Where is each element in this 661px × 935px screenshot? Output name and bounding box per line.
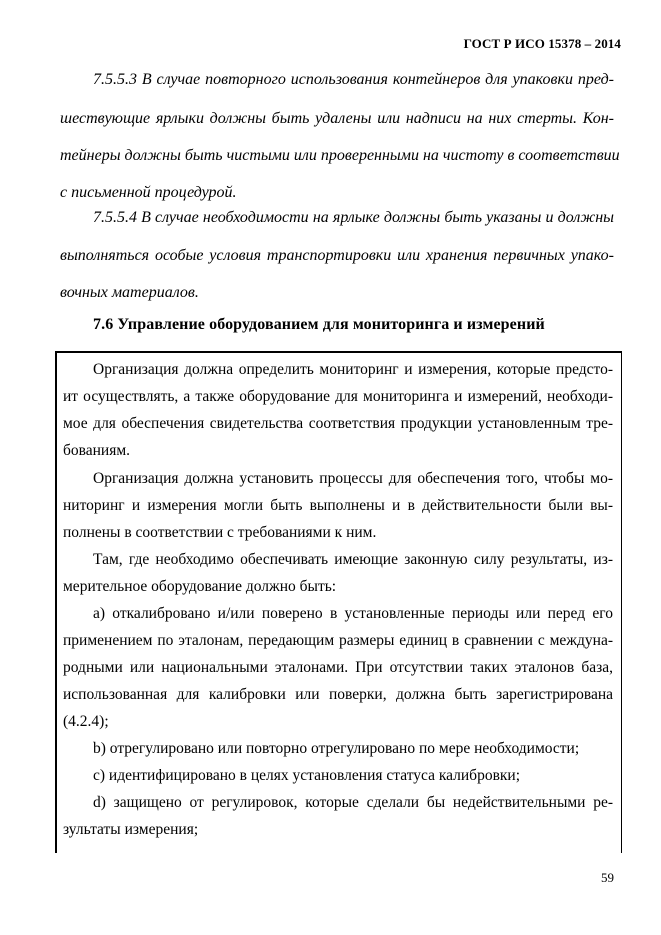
text-line: 7.5.5.4 В случае необходимости на ярлыке должны быть указаны и должны (93, 209, 614, 226)
text-line: шествующие ярлыки должны быть удалены или надписи на них стерты. Кон- (60, 110, 614, 127)
text-line: мое для обеспечения свидетельства соответствия продукции установленным тре- (63, 415, 613, 432)
text-line: мерительное оборудование должно быть: (63, 578, 337, 595)
standard-header: ГОСТ Р ИСО 15378 – 2014 (463, 36, 621, 51)
text-line: бованиям. (63, 442, 131, 459)
text-line: Там, где необходимо обеспечивать имеющие законную силу результаты, из- (93, 551, 613, 568)
text-line: b) отрегулировано или повторно отрегулировано по мере необходимости; (93, 740, 580, 757)
text-line: Организация должна определить мониторинг и измерения, которые предсто- (93, 361, 613, 378)
page-number: 59 (601, 870, 614, 885)
text-line: с письменной процедурой. (60, 184, 237, 201)
text-line: a) откалибровано и/или поверено в установленные периоды или перед его (93, 605, 613, 622)
text-line: полнены в соответствии с требованиями к ним. (63, 524, 377, 541)
text-line: 7.5.5.3 В случае повторного использования контейнеров для упаковки пред- (93, 71, 614, 88)
text-line: Организация должна установить процессы для обеспечения того, чтобы мо- (93, 470, 613, 487)
text-line: c) идентифицировано в целях установления статуса калибровки; (93, 767, 521, 784)
text-line: применением по эталонам, передающим размеры единиц в сравнении с междуна- (63, 632, 613, 649)
text-line: (4.2.4); (63, 713, 109, 730)
text-line: родными или национальными эталонами. При отсутствии таких эталонов база, (63, 659, 613, 676)
text-line: использованная для калибровки или поверки, должна быть зарегистрирована (63, 686, 613, 703)
text-line: d) защищено от регулировок, которые сделали бы недействительными ре- (93, 794, 613, 811)
section-heading: 7.6 Управление оборудованием для мониторинга и измерений (93, 316, 545, 333)
text-line: ниторинг и измерения могли быть выполнены и в действительности были вы- (63, 497, 613, 514)
text-line: зультаты измерения; (63, 821, 199, 838)
text-line: вочных материалов. (60, 284, 199, 301)
text-line: выполняться особые условия транспортировки или хранения первичных упако- (60, 247, 614, 264)
text-line: тейнеры должны быть чистыми или проверенными на чистоту в соответствии (60, 147, 620, 164)
text-line: ит осуществлять, а также оборудование для мониторинга и измерений, необходи- (63, 388, 613, 405)
